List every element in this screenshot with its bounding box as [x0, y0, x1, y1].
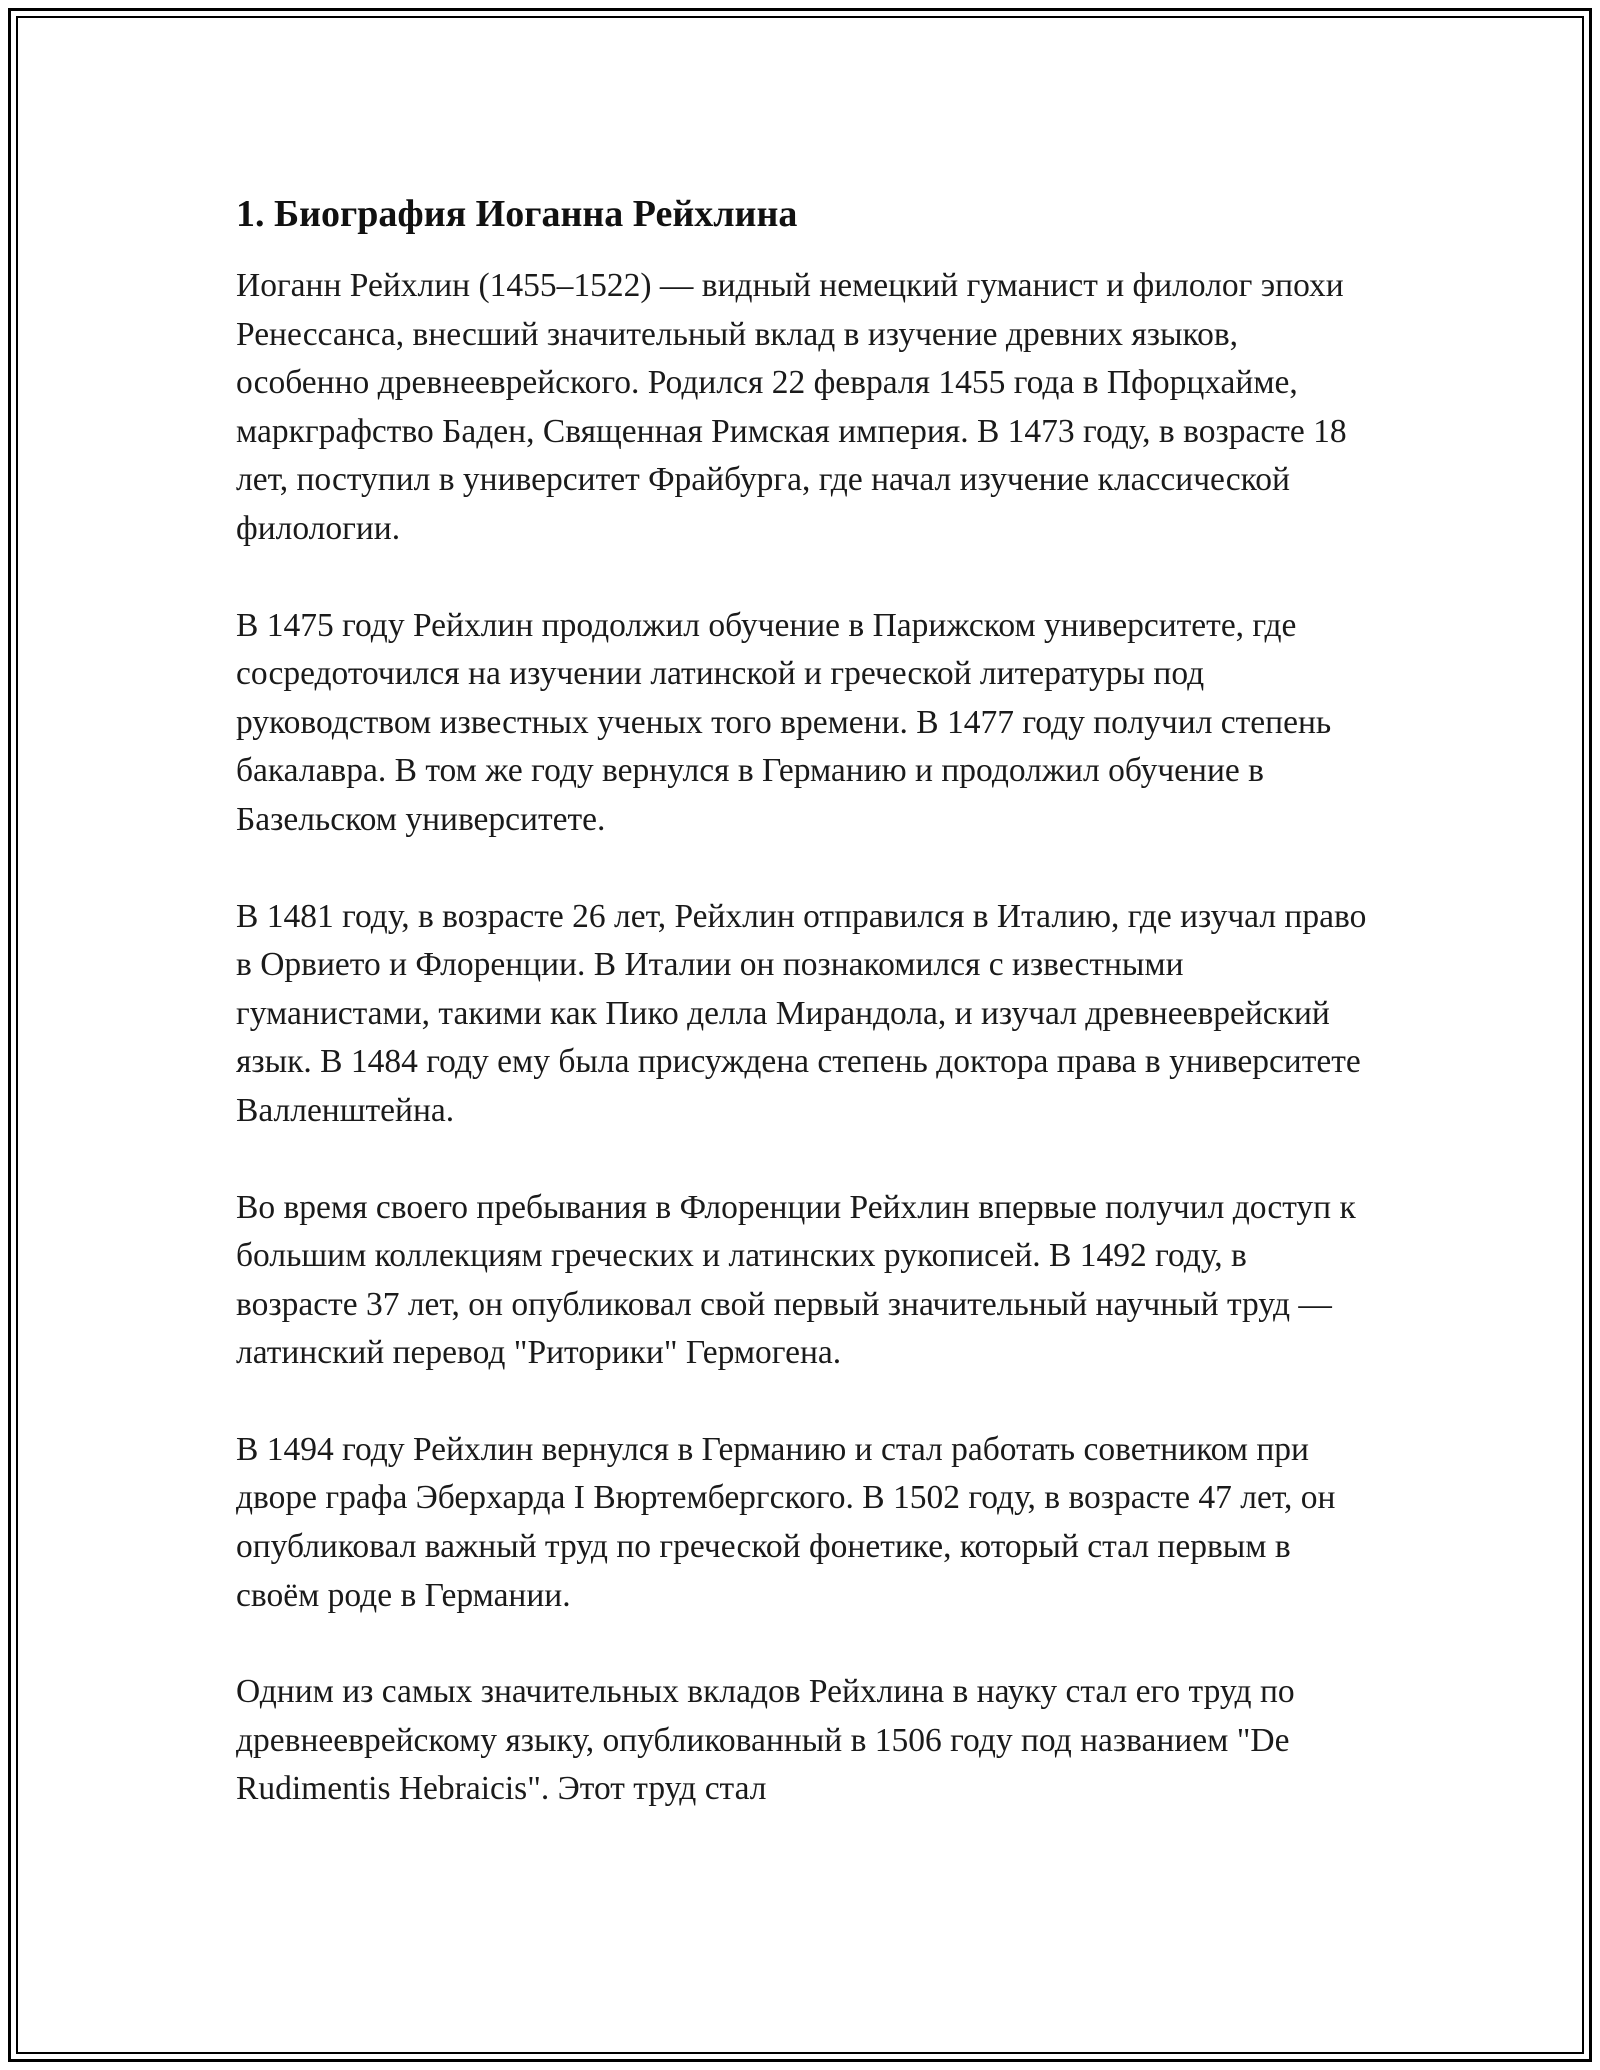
- section-heading: 1. Биография Иоганна Рейхлина: [236, 193, 798, 235]
- paragraph-return-germany: В 1494 году Рейхлин вернулся в Германию и стал работать советником при дворе графа Эберхарда I Вюртембергского. В 1502 году, в возрасте 47 лет, он опубликовал важный труд по греческой фонетике, который стал первым в своём роде в Германии.: [236, 1430, 1336, 1614]
- document-body: [236, 186, 1372, 1814]
- paragraph-paris-studies: В 1475 году Рейхлин продолжил обучение в Парижском университете, где сосредоточился на изучении латинской и греческой литературы под руководством известных ученых того времени. В 1477 году получил степень бакалавра. В том же году вернулся в Германию и продолжил обучение в Базельском университете.: [236, 606, 1332, 838]
- paragraph-italy: В 1481 году, в возрасте 26 лет, Рейхлин отправился в Италию, где изучал право в Орвието и Флоренции. В Италии он познакомился с известными гуманистами, такими как Пико делла Мирандола, и изучал древнееврейский язык. В 1484 году ему была присуждена степень доктора права в университете Валленштейна.: [236, 897, 1367, 1129]
- paragraph-hebrew-work: Одним из самых значительных вкладов Рейхлина в науку стал его труд по древнееврейскому языку, опубликованный в 1506 году под названием "De Rudimentis Hebraicis". Этот труд стал: [236, 1673, 1295, 1808]
- paragraph-early-life: Иоганн Рейхлин (1455–1522) — видный немецкий гуманист и филолог эпохи Ренессанса, внесший значительный вклад в изучение древних языков, особенно древнееврейского. Родился 22 февраля 1455 года в Пфорцхайме, маркграфство Баден, Священная Римская империя. В 1473 году, в возрасте 18 лет, поступил в университет Фрайбурга, где начал изучение классической филологии.: [236, 267, 1347, 547]
- paragraph-florence: Во время своего пребывания в Флоренции Рейхлин впервые получил доступ к большим коллекциям греческих и латинских рукописей. В 1492 году, в возрасте 37 лет, он опубликовал свой первый значительный научный труд — латинский перевод "Риторики" Гермогена.: [236, 1188, 1356, 1372]
